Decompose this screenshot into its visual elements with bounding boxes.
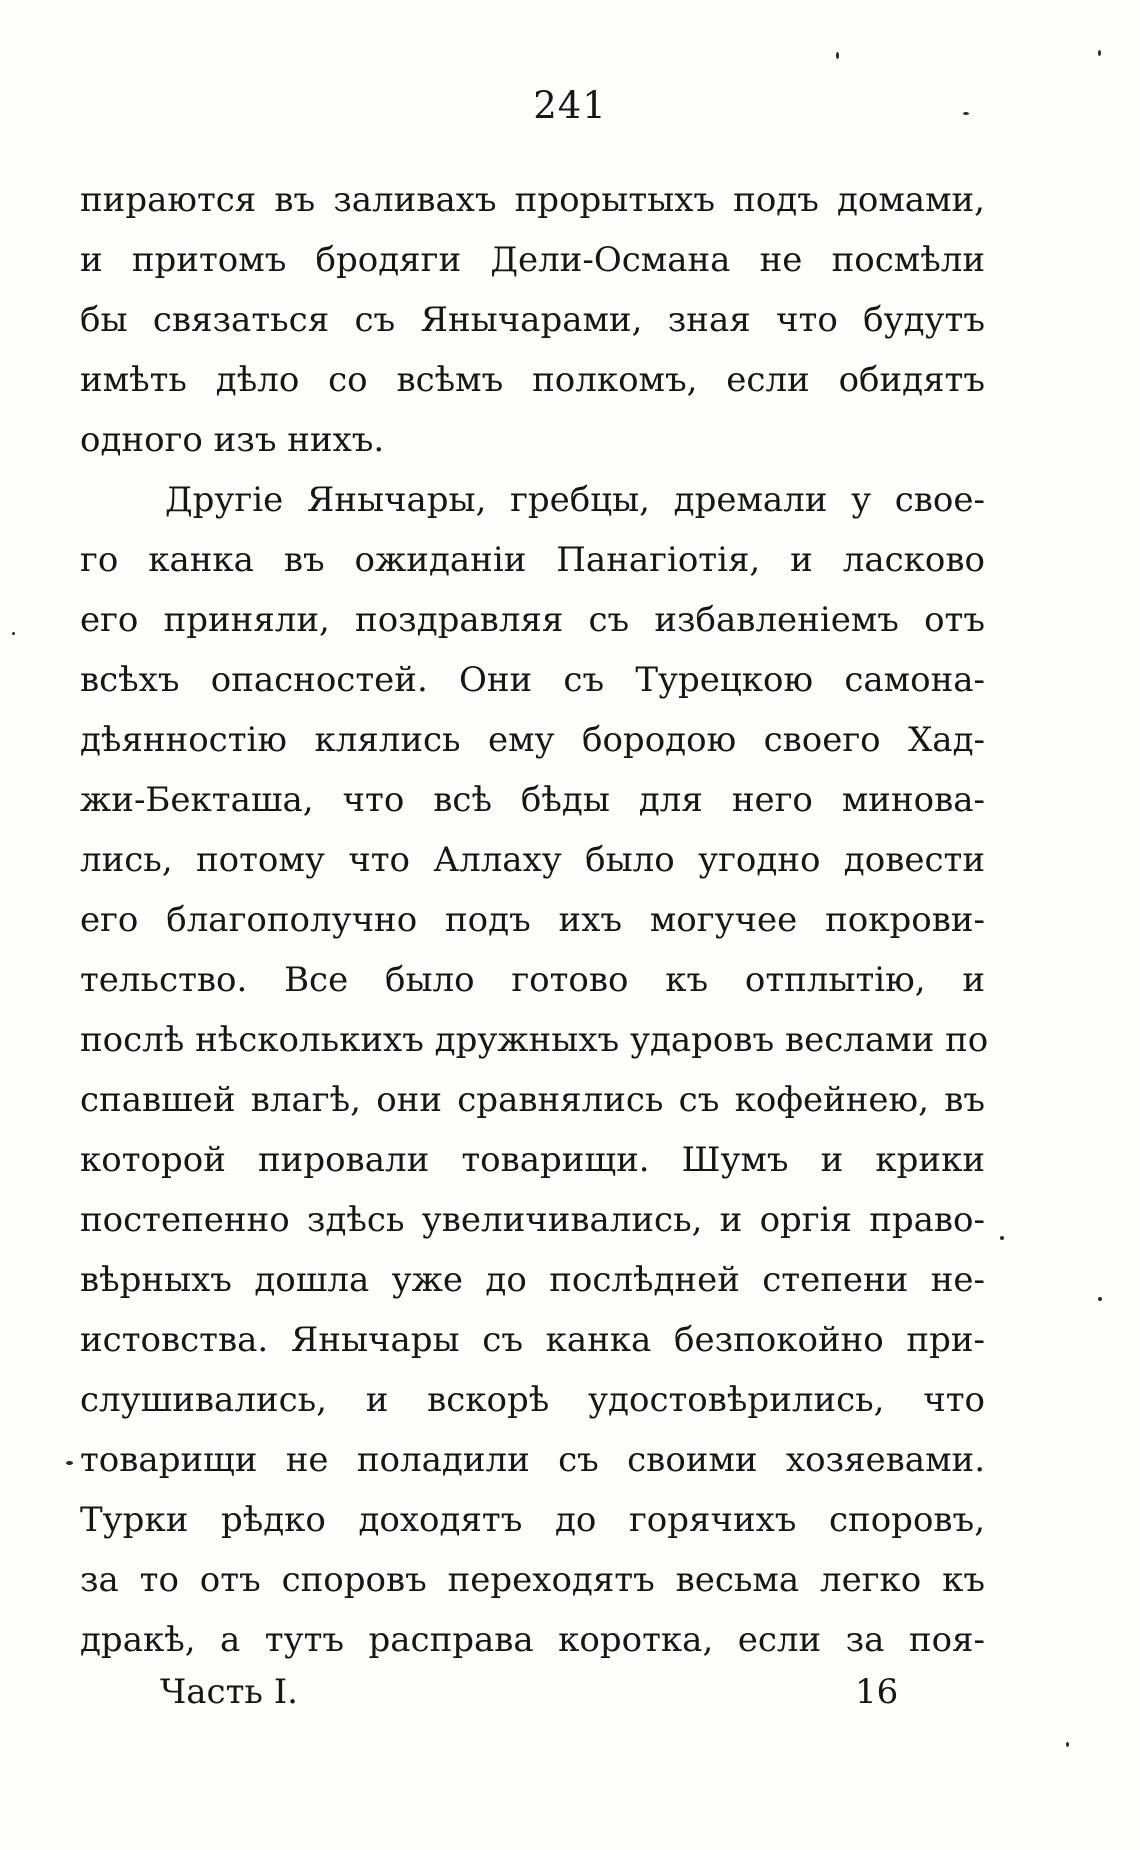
scan-speck — [66, 1461, 73, 1465]
text-line: Другіе Янычары, гребцы, дремали у свое- — [165, 480, 985, 520]
page-number: 241 — [533, 84, 607, 127]
text-line: вѣрныхъ дошла уже до послѣдней степени не- — [80, 1260, 985, 1300]
scan-speck — [12, 632, 15, 635]
text-line: дракѣ, а тутъ расправа коротка, если за поя- — [80, 1620, 985, 1660]
text-line: лись, потому что Аллаху было угодно довести — [80, 840, 985, 880]
text-line: послѣ нѣсколькихъ дружныхъ ударовъ веслами по — [80, 1020, 989, 1060]
signature-mark: 16 — [855, 1672, 899, 1712]
body-text — [80, 170, 989, 1670]
text-line: истовства. Янычары съ канка безпокойно при- — [80, 1320, 985, 1360]
text-line: спавшей влагѣ, они сравнялись съ кофейнею, въ — [80, 1080, 985, 1120]
scan-speck — [1098, 50, 1101, 56]
text-line: бы связаться съ Янычарами, зная что будутъ — [80, 300, 985, 340]
scan-speck — [836, 52, 839, 59]
text-line: Турки рѣдко доходятъ до горячихъ споровъ, — [80, 1500, 985, 1540]
text-line: го канка въ ожиданіи Панагіотія, и ласково — [80, 540, 985, 580]
scan-speck — [1066, 1742, 1069, 1747]
text-line: и притомъ бродяги Дели-Османа не посмѣли — [80, 240, 985, 280]
text-line: одного изъ нихъ. — [80, 420, 385, 460]
text-line: имѣть дѣло со всѣмъ полкомъ, если обидятъ — [80, 360, 985, 400]
text-line: всѣхъ опасностей. Они съ Турецкою самона- — [80, 660, 985, 700]
text-line: тельство. Все было готово къ отплытію, и — [80, 960, 985, 1000]
scan-speck — [963, 112, 969, 115]
text-line: пираются въ заливахъ прорытыхъ подъ домами, — [80, 180, 985, 220]
scan-speck — [1000, 1236, 1004, 1240]
text-line: постепенно здѣсь увеличивались, и оргія право- — [80, 1200, 985, 1240]
volume-part-label: Часть I. — [160, 1672, 298, 1712]
text-line: за то отъ споровъ переходятъ весьма легко къ — [80, 1560, 985, 1600]
text-line: которой пировали товарищи. Шумъ и крики — [80, 1140, 985, 1180]
text-line: его приняли, поздравляя съ избавленіемъ отъ — [80, 600, 985, 640]
text-line: слушивались, и вскорѣ удостовѣрились, что — [80, 1380, 985, 1420]
text-line: жи-Бекташа, что всѣ бѣды для него минова- — [80, 780, 985, 820]
text-line: дѣянностію клялись ему бородою своего Хад- — [80, 720, 985, 760]
text-line: его благополучно подъ ихъ могучее покрови- — [80, 900, 985, 940]
text-line: товарищи не поладили съ своими хозяевами. — [80, 1440, 985, 1480]
page-footer — [0, 1672, 1140, 1732]
scan-speck — [1098, 1297, 1102, 1301]
